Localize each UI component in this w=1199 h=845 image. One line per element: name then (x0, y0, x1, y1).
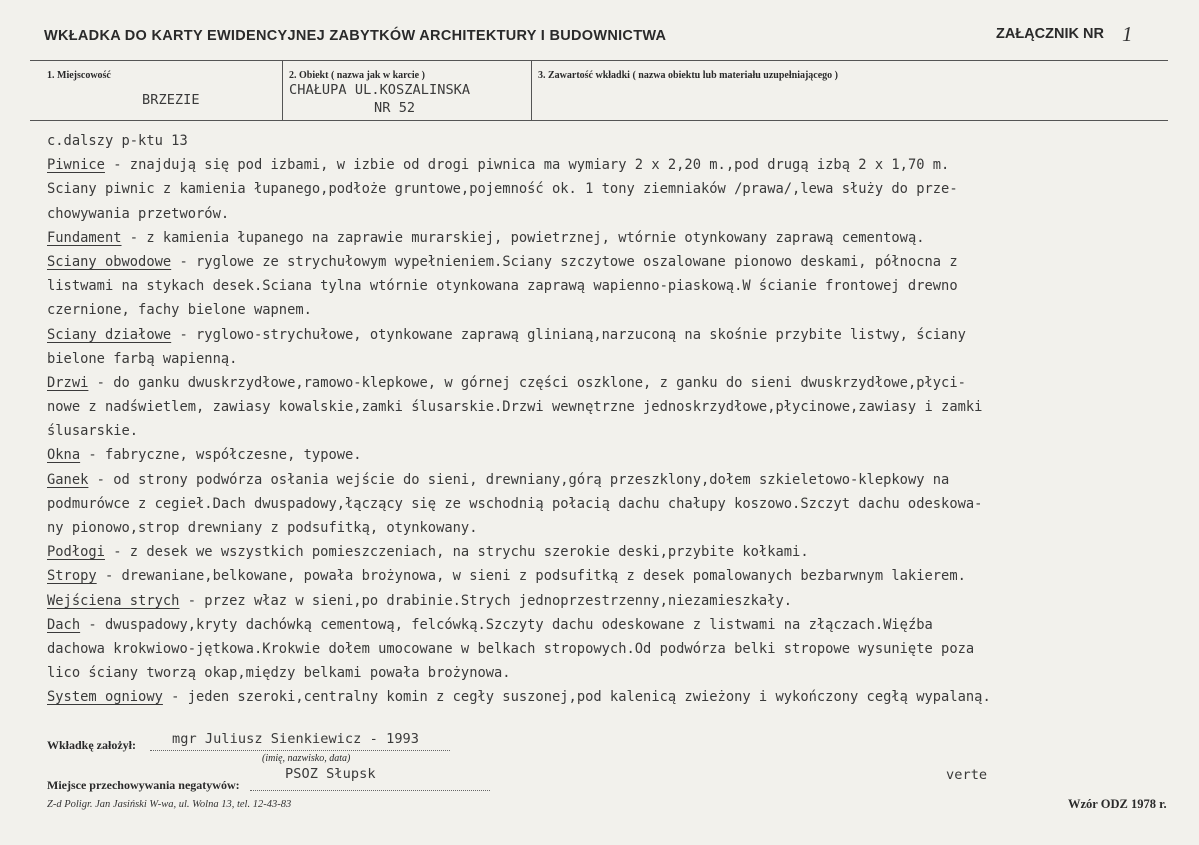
section-heading-dach: Dach (47, 616, 81, 633)
body-text: listwami na stykach desek.Sciana tylna wtórnie otynkowana zaprawą wapienno-piaskową.W ścianie frontowej drewno (47, 278, 958, 295)
body-line (47, 419, 1197, 443)
body-text: Sciany piwnic z kamienia łupanego,podłoże gruntowe,pojemność ok. 1 tony ziemniaków /prawa/,lewa służy do prze- (47, 181, 958, 198)
body-text: - drewaniane,belkowane, powała brożynowa, w sieni z podsufitką z desek pomalowanych bezbarwnym lakierem. (96, 568, 966, 585)
body-line (47, 274, 1197, 298)
body-line (47, 347, 1197, 371)
body-line (47, 153, 1197, 177)
body-text: - dwuspadowy,kryty dachówką cementową, felcówką.Szczyty dachu odeskowane z listwami na złączach.Więźba (80, 616, 933, 633)
header-top-rule (30, 60, 1168, 61)
body-line (47, 685, 1197, 709)
section-heading-fundament: Fundament (47, 229, 122, 246)
body-line (47, 637, 1197, 661)
object-value-line2: NR 52 (374, 100, 416, 116)
body-line (47, 298, 1197, 322)
body-text: - od strony podwórza osłania wejście do sieni, drewniany,górą przeszklony,dołem szkieletowo-klepkowy na (88, 471, 950, 488)
locality-value: BRZEZIE (142, 92, 200, 108)
body-text: - z kamienia łupanego na zaprawie murarskiej, powietrznej, wtórnie otynkowany zaprawą cementową. (121, 229, 925, 246)
body-line (47, 395, 1197, 419)
body-text: chowywania przetworów. (47, 205, 230, 222)
storage-value: PSOZ Słupsk (285, 766, 376, 782)
body-line (47, 129, 1197, 153)
body-text: lico ściany tworzą okap,między belkami powała brożynowa. (47, 665, 511, 682)
section-heading-stropy: Stropy (47, 568, 97, 585)
section-heading-sciany-dzialowe: Sciany działowe (47, 326, 172, 343)
section-heading-wejscie: Wejściena strych (47, 592, 180, 609)
body-line (47, 564, 1197, 588)
body-line (47, 468, 1197, 492)
body-text: ny pionowo,strop drewniany z podsufitką, otynkowany. (47, 520, 478, 536)
verte-note: verte (946, 767, 988, 783)
form-title: WKŁADKA DO KARTY EWIDENCYJNEJ ZABYTKÓW ARCHITEKTURY I BUDOWNICTWA (44, 28, 667, 44)
attachment-label: ZAŁĄCZNIK NR (996, 26, 1104, 42)
body-line (47, 589, 1197, 613)
description-body (47, 129, 1197, 710)
section-heading-system-ogniowy: System ogniowy (47, 689, 163, 706)
section-heading-ganek: Ganek (47, 471, 89, 488)
body-line (47, 443, 1197, 467)
body-text: - ryglowo-strychułowe, otynkowane zaprawą glinianą,narzuconą na skośnie przybite listwy, ściany (171, 326, 966, 343)
section-heading-sciany-obwodowe: Sciany obwodowe (47, 253, 172, 270)
attachment-number: 1 (1122, 22, 1133, 46)
body-text: czernione, fachy bielone wapnem. (47, 302, 312, 319)
body-line (47, 516, 1197, 540)
body-text: nowe z nadświetlem, zawiasy kowalskie,zamki ślusarskie.Drzwi wewnętrzne jednoskrzydłowe,płycinowe,zawiasy i zamki (47, 399, 983, 416)
header-divider-1 (282, 60, 283, 120)
storage-dotted-line (250, 790, 490, 791)
body-text: - jeden szeroki,centralny komin z cegły suszonej,pod kalenicą zwieżony i wykończony cegłą wypalaną. (162, 689, 991, 706)
section-heading-podlogi: Podłogi (47, 544, 105, 561)
body-text: - do ganku dwuskrzydłowe,ramowo-klepkowe, w górnej części oszklone, z ganku do sieni dwuskrzydłowe,płyci- (88, 374, 966, 391)
body-text: bielone farbą wapienną. (47, 350, 238, 367)
section-heading-drzwi: Drzwi (47, 374, 89, 391)
body-text: ślusarskie. (47, 423, 139, 440)
founder-label: Wkładkę założył: (47, 738, 136, 752)
body-text: podmurówce z cegieł.Dach dwuspadowy,łączący się ze wschodnią połacią dachu chałupy koszowo.Szczyt dachu odeskowa- (47, 495, 983, 512)
body-text: - przez właz w sieni,po drabinie.Strych jednoprzestrzenny,niezamieszkały. (179, 592, 793, 609)
body-line (47, 492, 1197, 516)
object-value-line1: CHAŁUPA UL.KOSZALINSKA (289, 82, 471, 98)
intro-text: c.dalszy p-ktu 13 (47, 133, 188, 149)
locality-label: 1. Miejscowość (47, 70, 111, 81)
body-line (47, 613, 1197, 637)
body-text: - ryglowe ze strychułowym wypełnieniem.Sciany szczytowe oszalowane pionowo deskami, północna z (171, 253, 958, 270)
body-line (47, 226, 1197, 250)
form-model: Wzór ODZ 1978 r. (1068, 797, 1167, 811)
printer-imprint: Z-d Poligr. Jan Jasiński W-wa, ul. Wolna 13, tel. 12-43-83 (47, 799, 292, 810)
founder-caption: (imię, nazwisko, data) (262, 753, 351, 764)
founder-dotted-line (150, 750, 450, 751)
body-text: - fabryczne, współczesne, typowe. (80, 447, 362, 464)
body-line (47, 202, 1197, 226)
body-line (47, 250, 1197, 274)
body-line (47, 661, 1197, 685)
body-line (47, 323, 1197, 347)
section-heading-piwnice: Piwnice (47, 157, 105, 174)
header-bottom-rule (30, 120, 1168, 121)
body-line (47, 371, 1197, 395)
body-text: dachowa krokwiowo-jętkowa.Krokwie dołem umocowane w belkach stropowych.Od podwórza belki stropowe wysunięte poza (47, 640, 975, 657)
body-text: - z desek we wszystkich pomieszczeniach, na strychu szerokie deski,przybite kołkami. (104, 544, 809, 561)
founder-value: mgr Juliusz Sienkiewicz - 1993 (172, 731, 420, 747)
section-heading-okna: Okna (47, 447, 81, 464)
body-line (47, 540, 1197, 564)
body-text: - znajdują się pod izbami, w izbie od drogi piwnica ma wymiary 2 x 2,20 m.,pod drugą izbą 2 x 1,70 m. (104, 157, 950, 174)
body-line (47, 177, 1197, 201)
storage-label: Miejsce przechowywania negatywów: (47, 778, 240, 792)
header-divider-2 (531, 60, 532, 120)
object-label: 2. Obiekt ( nazwa jak w karcie ) (289, 70, 425, 81)
content-label: 3. Zawartość wkładki ( nazwa obiektu lub materiału uzupełniającego ) (538, 70, 839, 81)
